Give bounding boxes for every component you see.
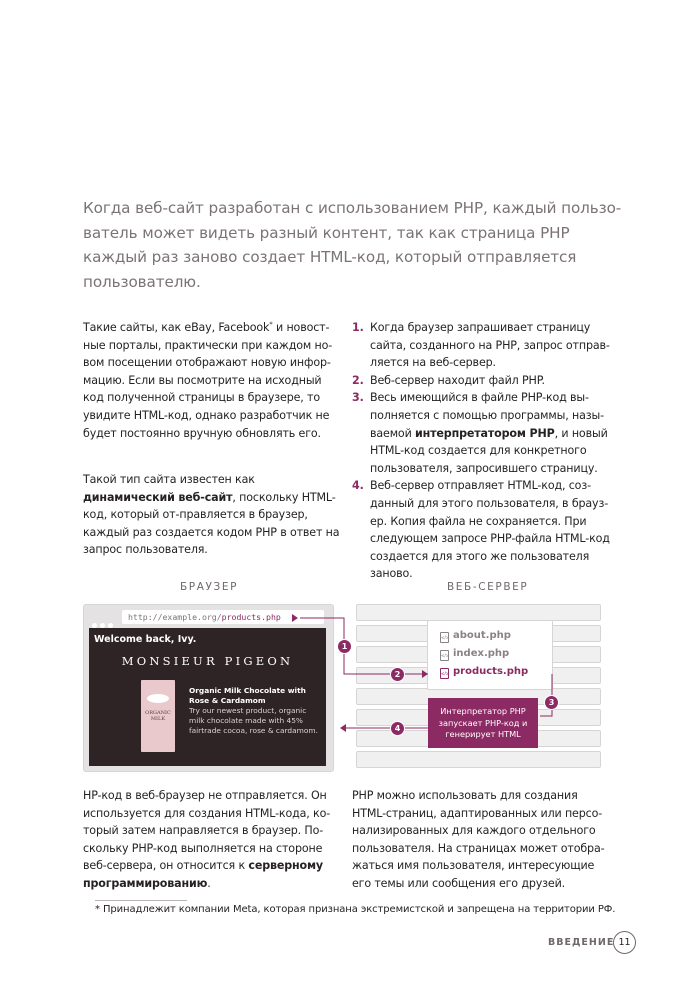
arrowhead — [340, 724, 346, 732]
arrowhead — [292, 614, 298, 622]
step-text: Когда браузер запрашивает страницу сайта, созданного на PHP, запрос отправ-ляется на веб-сервер. — [370, 321, 610, 370]
interpreter-box: Интерпретатор PHP запускает PHP-код и генерирует HTML — [428, 698, 538, 748]
step-text: Веб-сервер отправляет HTML-код, соз-данный для этого пользователя, в брауз-ер. Копия файла не сохраняется. При следующем запросе PHP-файла HTML-код создается для этого же пользователя заново. — [370, 479, 610, 581]
file-name: about.php — [453, 630, 511, 641]
section-name: ВВЕДЕНИЕ — [548, 937, 615, 948]
product-title: Organic Milk Chocolate with Rose & Cardamom — [189, 686, 306, 705]
page-number: 11 — [613, 931, 636, 954]
step-text: Веб-сервер находит файл PHP. — [370, 373, 545, 387]
arrow-request — [300, 618, 428, 674]
php-file-icon: </> — [440, 650, 449, 661]
step-text: , и новый HTML-код создается для конкретного пользователя, запросившего страницу. — [370, 426, 608, 475]
step-text: Весь имеющийся в файле PHP-код вы-полняется с помощью программы, назы-ваемой — [370, 391, 604, 440]
server-label: ВЕБ-СЕРВЕР — [447, 581, 529, 593]
file-name: index.php — [453, 648, 510, 659]
file-name: products.php — [453, 666, 529, 677]
intro-paragraph: Когда веб-сайт разработан с использованием PHP, каждый пользо-ватель может видеть разный контент, так как страница PHP каждый раз заново создает HTML-код, который отправляется пользователю. — [83, 199, 622, 291]
text-span: Такие сайты, как eBay, Facebook — [83, 321, 270, 334]
step-badge-3: 3 — [544, 695, 559, 710]
step-badge-2: 2 — [390, 667, 405, 682]
url-host: http://example.org/ — [128, 612, 222, 622]
footnote-mark: * — [269, 320, 273, 329]
text-span: HP-код в веб-браузер не отправляется. Он используется для создания HTML-кода, ко-торый затем направляется в браузер. По-скольку PHP-код выполняется на стороне веб-сервера, он относится к — [83, 789, 331, 873]
browser-label: БРАУЗЕР — [180, 581, 239, 593]
step-number: 4. — [352, 479, 364, 493]
footnote-rule — [95, 900, 187, 901]
arrowhead — [422, 670, 428, 678]
bold-term: серверному программированию — [83, 859, 324, 890]
text-span: Такой тип сайта известен как — [83, 473, 255, 486]
step-number: 2. — [352, 373, 364, 387]
text-span: . — [207, 876, 211, 890]
php-file-icon: </> — [440, 632, 449, 643]
chocolate-label: ORGANIC MILK — [145, 710, 171, 722]
step-badge-4: 4 — [390, 721, 405, 736]
step-number: 3. — [352, 391, 364, 405]
bottom-left-paragraph — [83, 787, 345, 893]
footnote: * Принадлежит компании Meta, которая признана экстремистской и запрещена на территории РФ. — [95, 904, 616, 915]
text-span: и новост-ные порталы, практически при каждом но-вом посещении отображают новую инфор-мацию. Если вы посмотрите на исходный код полученной страницы в браузере, то увидите HTML-код, однако разработчик не будет постоянно вручную обновлять его. — [83, 321, 333, 440]
bottom-right-paragraph: PHP можно использовать для создания HTML-страниц, адаптированных или персо-нализированных для каждого отдельного пользователя. На страницах может отобра-жаться имя пользователя, интересующие его темы или сообщения его друзей. — [352, 789, 605, 890]
url-file: products.php — [221, 612, 281, 622]
text-span: , поскольку HTML-код, который от-правляется в браузер, каждый раз создается кодом PHP в ответ на запрос пользователя. — [83, 490, 340, 557]
step-badge-1: 1 — [337, 639, 352, 654]
bold-term: динамический веб-сайт — [83, 490, 233, 504]
product-description: Try our newest product, organic milk chocolate made with 45% fairtrade cocoa, rose & cardamom. — [189, 706, 318, 735]
welcome-message: Welcome back, Ivy. — [94, 634, 197, 645]
brand-title: MONSIEUR PIGEON — [121, 654, 294, 668]
step-number: 1. — [352, 321, 364, 334]
php-file-icon: </> — [440, 668, 449, 679]
bold-term: интерпретатором PHP — [415, 426, 555, 440]
